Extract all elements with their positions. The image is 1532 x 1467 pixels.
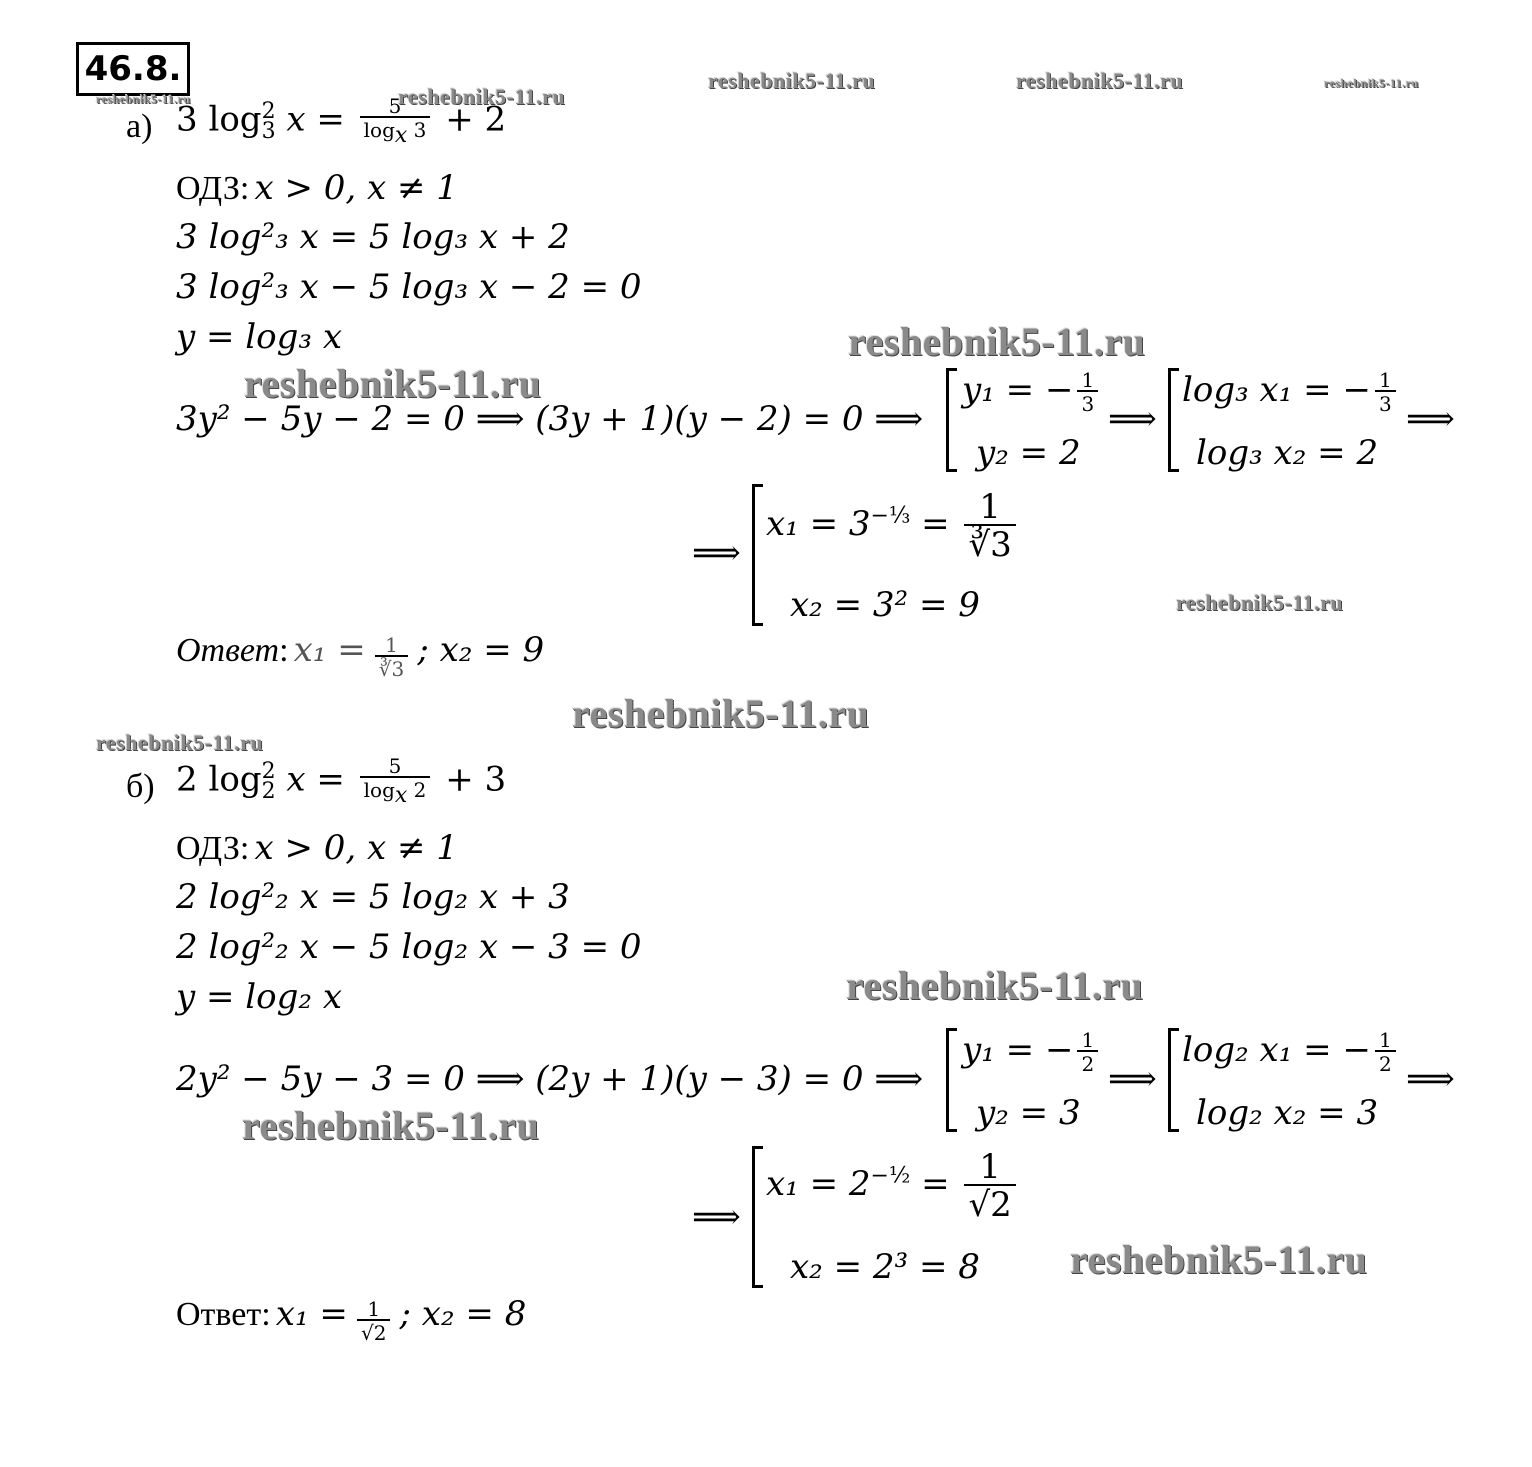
part-b-sys2-b: log₂ x₂ = 3 bbox=[1196, 1093, 1379, 1133]
arrow: ⟹ bbox=[1406, 1059, 1455, 1099]
part-b-line4: y = log₂ x bbox=[176, 977, 343, 1017]
watermark: reshebnik5-11.ru bbox=[244, 361, 542, 406]
watermark: reshebnik5-11.ru bbox=[708, 68, 876, 93]
arrow: ⟹ bbox=[692, 533, 741, 573]
watermark: reshebnik5-11.ru bbox=[1176, 590, 1344, 615]
arrow: ⟹ bbox=[1108, 399, 1157, 439]
part-a-sys2-a: log₃ x₁ = − $\frac{1}{3}$ bbox=[1182, 370, 1400, 414]
arrow: ⟹ bbox=[1108, 1059, 1157, 1099]
arrow: ⟹ bbox=[1406, 399, 1455, 439]
bracket bbox=[1168, 368, 1179, 472]
part-b-line5: 2y² − 5y − 3 = 0 ⟹ (2y + 1)(y − 3) = 0 ⟹ bbox=[176, 1059, 924, 1099]
part-a-equation: 3 log 2 3 x = $\frac{5}{\log_x 3}$ + 2 bbox=[176, 94, 507, 148]
part-b-line2: 2 log²₂ x = 5 log₂ x + 3 bbox=[176, 877, 570, 917]
part-a-line2: 3 log²₃ x = 5 log₃ x + 2 bbox=[176, 217, 570, 257]
bracket bbox=[946, 368, 957, 472]
watermark: reshebnik5-11.ru bbox=[1070, 1237, 1368, 1282]
watermark: reshebnik5-11.ru bbox=[96, 730, 264, 755]
part-a-sys3-b: x₂ = 3² = 9 bbox=[790, 585, 980, 625]
part-b-equation: 2 log 2 2 x = $\frac{5}{\log_x 2}$ + 3 bbox=[176, 754, 507, 808]
part-a-sys3-a: $x_1 = 3^{-\frac{1}{3}}$ = $\frac{1}{∛3}$ bbox=[766, 490, 1020, 562]
part-a-odz: ОДЗ: x > 0, x ≠ 1 bbox=[176, 168, 458, 208]
part-b-sys1-b: y₂ = 3 bbox=[976, 1093, 1081, 1133]
part-b-sys2-a: log₂ x₁ = − $\frac{1}{2}$ bbox=[1182, 1030, 1400, 1074]
watermark: reshebnik5-11.ru bbox=[1324, 76, 1419, 90]
part-a-line3: 3 log²₃ x − 5 log₃ x − 2 = 0 bbox=[176, 267, 642, 307]
watermark: reshebnik5-11.ru bbox=[572, 691, 870, 736]
part-a-sys1-a: y₁ = − $\frac{1}{3}$ bbox=[962, 370, 1102, 414]
watermark: reshebnik5-11.ru bbox=[242, 1103, 540, 1148]
bracket bbox=[752, 484, 763, 626]
part-a-answer: Ответ: x₁ = $\frac{1}{∛3}$ ; x₂ = 9 bbox=[176, 630, 545, 681]
problem-number: 46.8. bbox=[76, 42, 190, 96]
bracket bbox=[752, 1146, 763, 1288]
part-b-sys1-a: y₁ = − $\frac{1}{2}$ bbox=[962, 1030, 1102, 1074]
arrow: ⟹ bbox=[692, 1197, 741, 1237]
part-a-sys2-b: log₃ x₂ = 2 bbox=[1196, 433, 1379, 473]
part-b-sys3-a: $x_1 = 2^{-\frac{1}{2}}$ = $\frac{1}{√2}$ bbox=[766, 1150, 1020, 1222]
part-a-line5: 3y² − 5y − 2 = 0 ⟹ (3y + 1)(y − 2) = 0 ⟹ bbox=[176, 399, 924, 439]
bracket bbox=[1168, 1028, 1179, 1132]
part-b-answer: Ответ: x₁ = $\frac{1}{√2}$ ; x₂ = 8 bbox=[176, 1294, 527, 1345]
part-b-line3: 2 log²₂ x − 5 log₂ x − 3 = 0 bbox=[176, 927, 642, 967]
part-a-label: а) bbox=[126, 108, 153, 145]
part-a-sys1-b: y₂ = 2 bbox=[976, 433, 1081, 473]
watermark: reshebnik5-11.ru bbox=[846, 963, 1144, 1008]
part-a-line4: y = log₃ x bbox=[176, 317, 343, 357]
part-b-odz: ОДЗ: x > 0, x ≠ 1 bbox=[176, 828, 458, 868]
bracket bbox=[946, 1028, 957, 1132]
watermark: reshebnik5-11.ru bbox=[1016, 68, 1184, 93]
watermark: reshebnik5-11.ru bbox=[848, 319, 1146, 364]
part-b-sys3-b: x₂ = 2³ = 8 bbox=[790, 1247, 980, 1287]
watermark: reshebnik5-11.ru bbox=[96, 92, 191, 106]
part-b-label: б) bbox=[126, 768, 155, 805]
watermark: reshebnik5-11.ru bbox=[398, 84, 566, 109]
